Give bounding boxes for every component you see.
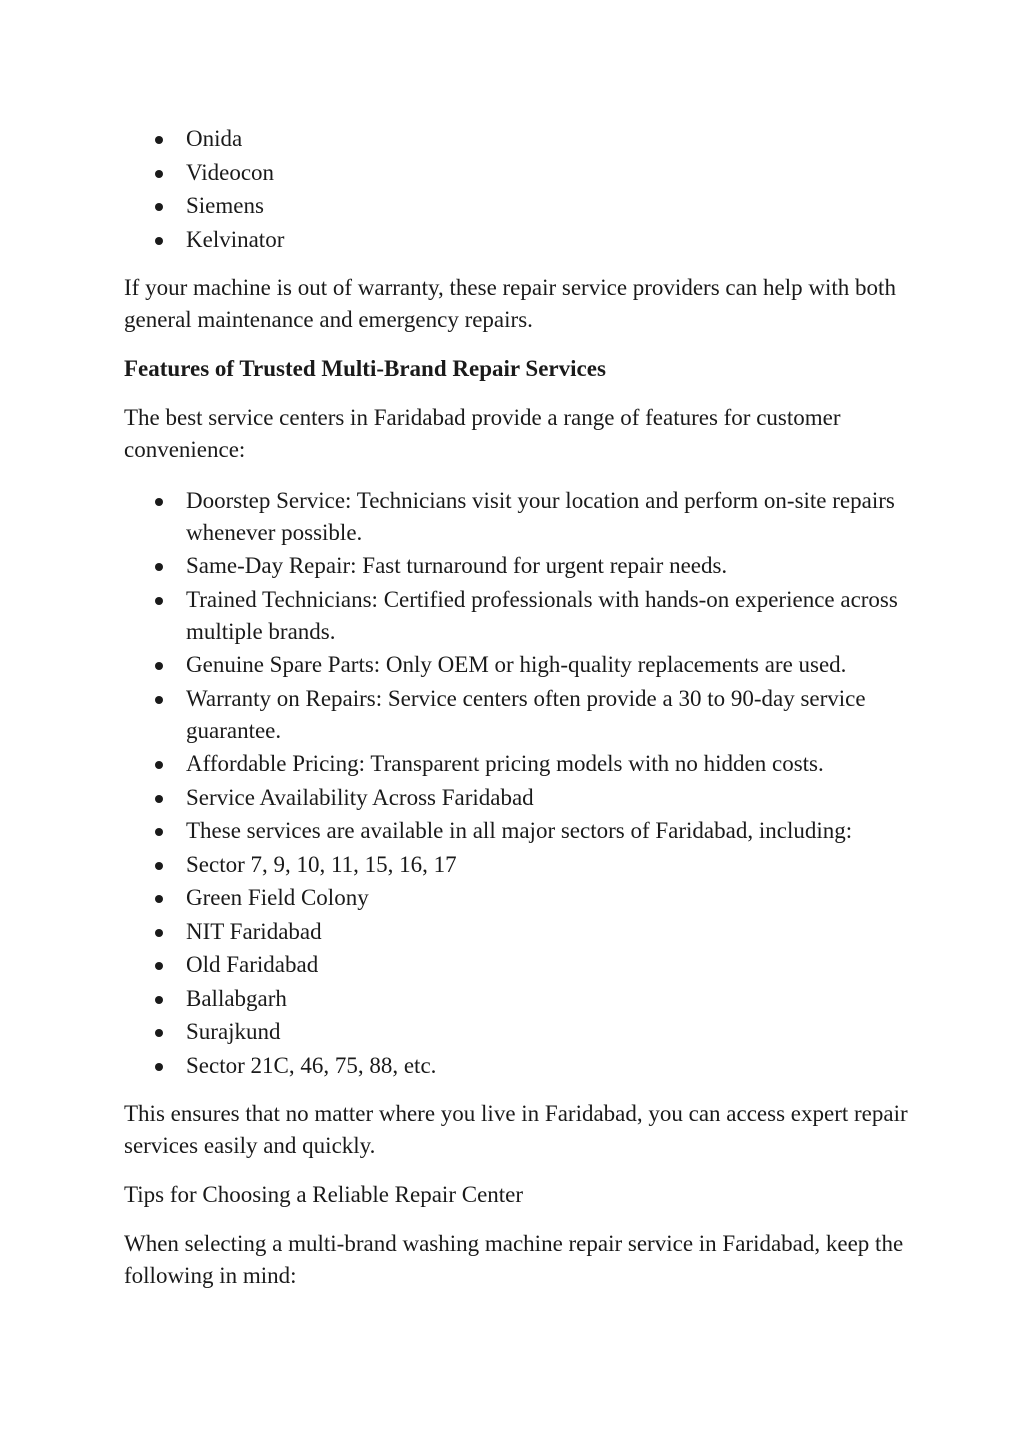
bullet-icon xyxy=(155,795,163,803)
list-item: Ballabgarh xyxy=(124,983,914,1015)
list-item: These services are available in all major sectors of Faridabad, including: xyxy=(124,815,914,847)
list-item: Siemens xyxy=(124,190,914,222)
bullet-icon xyxy=(155,929,163,937)
bullet-icon xyxy=(155,1063,163,1071)
bullet-icon xyxy=(155,996,163,1004)
bullet-icon xyxy=(155,563,163,571)
list-item: Sector 21C, 46, 75, 88, etc. xyxy=(124,1050,914,1082)
warranty-paragraph: If your machine is out of warranty, these repair service providers can help with both general maintenance and emergency repairs. xyxy=(124,274,896,332)
bullet-icon xyxy=(155,862,163,870)
ensures-paragraph: This ensures that no matter where you live in Faridabad, you can access expert repair services easily and quickly. xyxy=(124,1100,908,1158)
list-item: Genuine Spare Parts: Only OEM or high-quality replacements are used. xyxy=(124,649,914,681)
features-heading: Features of Trusted Multi-Brand Repair Services xyxy=(124,355,606,381)
list-item: Warranty on Repairs: Service centers often provide a 30 to 90-day service guarantee. xyxy=(124,683,914,747)
list-item: Doorstep Service: Technicians visit your location and perform on-site repairs whenever possible. xyxy=(124,485,914,549)
list-item: Sector 7, 9, 10, 11, 15, 16, 17 xyxy=(124,849,914,881)
list-item: Kelvinator xyxy=(124,224,914,256)
list-item: Onida xyxy=(124,123,914,155)
selecting-paragraph: When selecting a multi-brand washing machine repair service in Faridabad, keep the following in mind: xyxy=(124,1230,904,1288)
list-item: Service Availability Across Faridabad xyxy=(124,782,914,814)
list-item: Green Field Colony xyxy=(124,882,914,914)
list-item: Same-Day Repair: Fast turnaround for urgent repair needs. xyxy=(124,550,914,582)
list-item: Surajkund xyxy=(124,1016,914,1048)
bullet-icon xyxy=(155,170,163,178)
features-list xyxy=(124,485,914,1082)
bullet-icon xyxy=(155,696,163,704)
brands-list xyxy=(124,123,914,256)
bullet-icon xyxy=(155,895,163,903)
tips-heading: Tips for Choosing a Reliable Repair Center xyxy=(124,1181,524,1207)
bullet-icon xyxy=(155,136,163,144)
list-item: Trained Technicians: Certified professionals with hands-on experience across multiple brands. xyxy=(124,584,914,648)
bullet-icon xyxy=(155,597,163,605)
list-item: NIT Faridabad xyxy=(124,916,914,948)
list-item: Affordable Pricing: Transparent pricing models with no hidden costs. xyxy=(124,748,914,780)
bullet-icon xyxy=(155,1029,163,1037)
list-item: Videocon xyxy=(124,157,914,189)
document-body xyxy=(124,123,914,1292)
bullet-icon xyxy=(155,828,163,836)
bullet-icon xyxy=(155,962,163,970)
bullet-icon xyxy=(155,761,163,769)
bullet-icon xyxy=(155,203,163,211)
bullet-icon xyxy=(155,237,163,245)
bullet-icon xyxy=(155,662,163,670)
list-item: Old Faridabad xyxy=(124,949,914,981)
bullet-icon xyxy=(155,498,163,506)
features-intro-paragraph: The best service centers in Faridabad provide a range of features for customer convenience: xyxy=(124,404,841,462)
